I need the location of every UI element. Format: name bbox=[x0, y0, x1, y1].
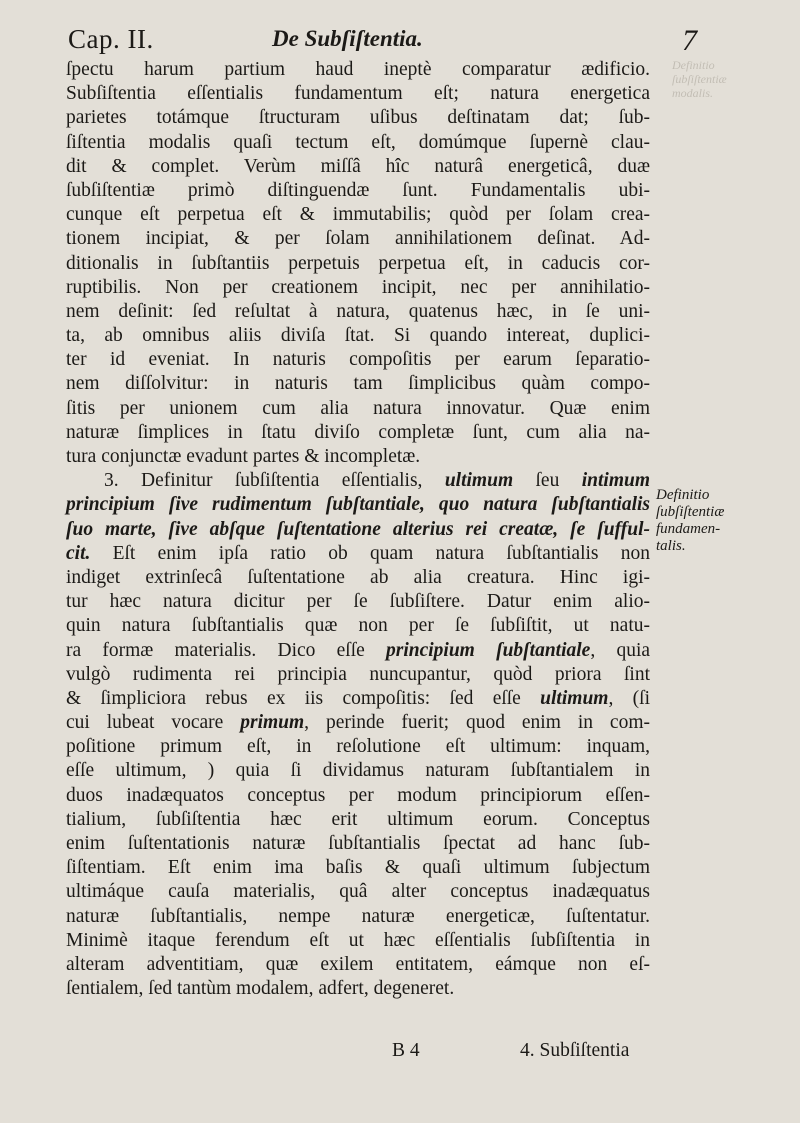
text-line: ſiſtentia modalis quaſi tectum eſt, domúmque ſupernè clau- bbox=[66, 131, 650, 153]
italic-term: primum bbox=[240, 712, 305, 734]
text-line: ſpectu harum partium haud ineptè comparatur ædificio. bbox=[66, 59, 650, 80]
text-line: Minimè itaque ferendum eſt ut hæc eſſentialis ſubſiſtentia in bbox=[66, 929, 650, 951]
text-line: Subſiſtentia eſſentialis fundamentum eſt; natura energetica bbox=[66, 83, 650, 105]
italic-term: cit. bbox=[66, 542, 91, 564]
text-line: ſubſiſtentiæ primò diſtinguendæ ſunt. Fundamentalis ubi- bbox=[66, 179, 650, 201]
text-line: dit & complet. Verùm miſſâ hîc naturâ energeticâ, duæ bbox=[66, 155, 650, 177]
signature-mark: B 4 bbox=[392, 1040, 420, 1061]
text-line: ultimáque cauſa materialis, quâ alter conceptus inadæquatus bbox=[66, 881, 650, 903]
running-header bbox=[62, 18, 712, 58]
chapter-heading: Cap. II. bbox=[68, 24, 154, 54]
margin-note-line: fundamen- bbox=[656, 521, 721, 537]
text-run: , quia bbox=[590, 639, 651, 661]
main-text bbox=[66, 58, 650, 1001]
margin-note-line: ſubſiſtentiæ bbox=[656, 504, 725, 520]
text-line: tur hæc natura dicitur per ſe ſubſiſtere. Datur enim alio- bbox=[66, 591, 650, 613]
marginal-note bbox=[656, 487, 766, 555]
text-run: ſeu bbox=[513, 470, 582, 492]
text-line: ſentialem, ſed tantùm modalem, adfert, degeneret. bbox=[66, 978, 455, 1000]
bleed-line: modalis. bbox=[672, 86, 714, 100]
text-line bbox=[66, 493, 650, 517]
text-run: , (ſi bbox=[608, 687, 650, 709]
italic-term: ſuo marte, ſive abſque ſuſtentatione alterius rei creatæ, ſe ſufful- bbox=[66, 518, 650, 540]
text-run: Eſt enim ipſa ratio ob quam natura ſubſtantialis non bbox=[90, 542, 650, 564]
text-line: poſitione primum eſt, in reſolutione eſt ultimum: inquam, bbox=[66, 736, 650, 758]
text-line: ſiſtentiam. Eſt enim ima baſis & quaſi ultimum ſubjectum bbox=[66, 857, 650, 879]
text-line: tura conjunctæ evadunt partes & incompletæ. bbox=[66, 446, 421, 467]
text-line: naturæ ſimplices in ſtatu diviſo completæ ſunt, cum alia na- bbox=[66, 421, 650, 443]
text-run: , perinde fuerit; quod enim in com- bbox=[304, 712, 650, 734]
text-run: ra formæ materialis. Dico eſſe bbox=[66, 639, 386, 661]
text-line: ruptibilis. Non per creationem incipit, nec per annihilatio- bbox=[66, 276, 650, 298]
italic-term: intimum bbox=[581, 470, 650, 492]
page-footer bbox=[62, 1040, 662, 1070]
text-line bbox=[66, 542, 650, 566]
margin-note-line: talis. bbox=[656, 538, 686, 554]
bleed-line: ſubſiſtentiæ bbox=[672, 72, 727, 86]
italic-term: ultimum bbox=[444, 470, 514, 492]
text-line: ta, ab omnibus aliis diviſa ſtat. Si quando intereat, duplici- bbox=[66, 325, 650, 347]
text-line bbox=[66, 639, 650, 663]
text-run: 3. Definitur ſubſiſtentia eſſentialis, bbox=[104, 470, 445, 492]
bleed-through-text bbox=[672, 58, 727, 100]
text-line: cunque eſt perpetua eſt & immutabilis; quòd per ſolam crea- bbox=[66, 204, 650, 226]
text-line bbox=[66, 518, 650, 542]
paragraph-3-definition bbox=[66, 469, 650, 1001]
text-line: ſitis per unionem cum alia natura innovatur. Quæ enim bbox=[66, 397, 650, 419]
text-line: ditionalis in ſubſtantiis perpetuis perpetua eſt, in caducis cor- bbox=[66, 252, 650, 274]
catchword: 4. Subſiſtentia bbox=[520, 1040, 630, 1061]
text-line: tionem incipiat, & per ſolam annihilationem deſinat. Ad- bbox=[66, 228, 650, 250]
text-line: nem deſinit: ſed reſultat à natura, quatenus hæc, in ſe uni- bbox=[66, 300, 650, 322]
text-line: quin natura ſubſtantialis quæ non per ſe ſubſiſtit, ut natu- bbox=[66, 615, 650, 637]
margin-note-line: Definitio bbox=[656, 487, 710, 503]
text-line: ter id eveniat. In naturis compoſitis per earum ſeparatio- bbox=[66, 349, 650, 371]
italic-term: principium ſubſtantiale bbox=[386, 639, 591, 661]
text-line: vulgò rudimenta rei principia nuncupantur, quòd priora ſint bbox=[66, 663, 650, 685]
italic-term: principium ſive rudimentum ſubſtantiale, quo natura ſubſtantialis bbox=[66, 494, 650, 516]
text-line: nem diſſolvitur: in naturis tam ſimplicibus quàm compo- bbox=[66, 373, 650, 395]
italic-term: ultimum bbox=[540, 687, 609, 709]
text-line: parietes totámque ſtructuram uſibus deſtinatam dat; ſub- bbox=[66, 107, 650, 129]
text-line: tialium, ſubſiſtentia hæc erit ultimum eorum. Conceptus bbox=[66, 808, 650, 830]
section-title: De Subſiſtentia. bbox=[272, 26, 423, 51]
text-line: indiget extrinſecâ ſuſtentatione ab alia creatura. Hinc igi- bbox=[66, 566, 650, 588]
text-line bbox=[66, 469, 650, 493]
paragraph-1 bbox=[66, 58, 650, 469]
page-number: 7 bbox=[682, 24, 697, 57]
text-line: alteram adventitiam, quæ exilem entitatem, eámque non eſ- bbox=[66, 953, 650, 975]
text-line: enim ſuſtentationis naturæ ſubſtantialis ſpectat ad hanc ſub- bbox=[66, 833, 650, 854]
text-line bbox=[66, 687, 650, 711]
bleed-line: Definitio bbox=[672, 58, 715, 72]
text-run: & ſimpliciora rebus ex iis compoſitis: ſed eſſe bbox=[66, 687, 541, 709]
text-line: duos inadæquatos conceptus per modum principiorum eſſen- bbox=[66, 784, 650, 806]
text-line: eſſe ultimum, ) quia ſi dividamus naturam ſubſtantialem in bbox=[66, 760, 650, 782]
text-run: cui lubeat vocare bbox=[66, 712, 241, 734]
text-line: naturæ ſubſtantialis, nempe naturæ energeticæ, ſuſtentatur. bbox=[66, 905, 650, 927]
text-line bbox=[66, 711, 650, 735]
